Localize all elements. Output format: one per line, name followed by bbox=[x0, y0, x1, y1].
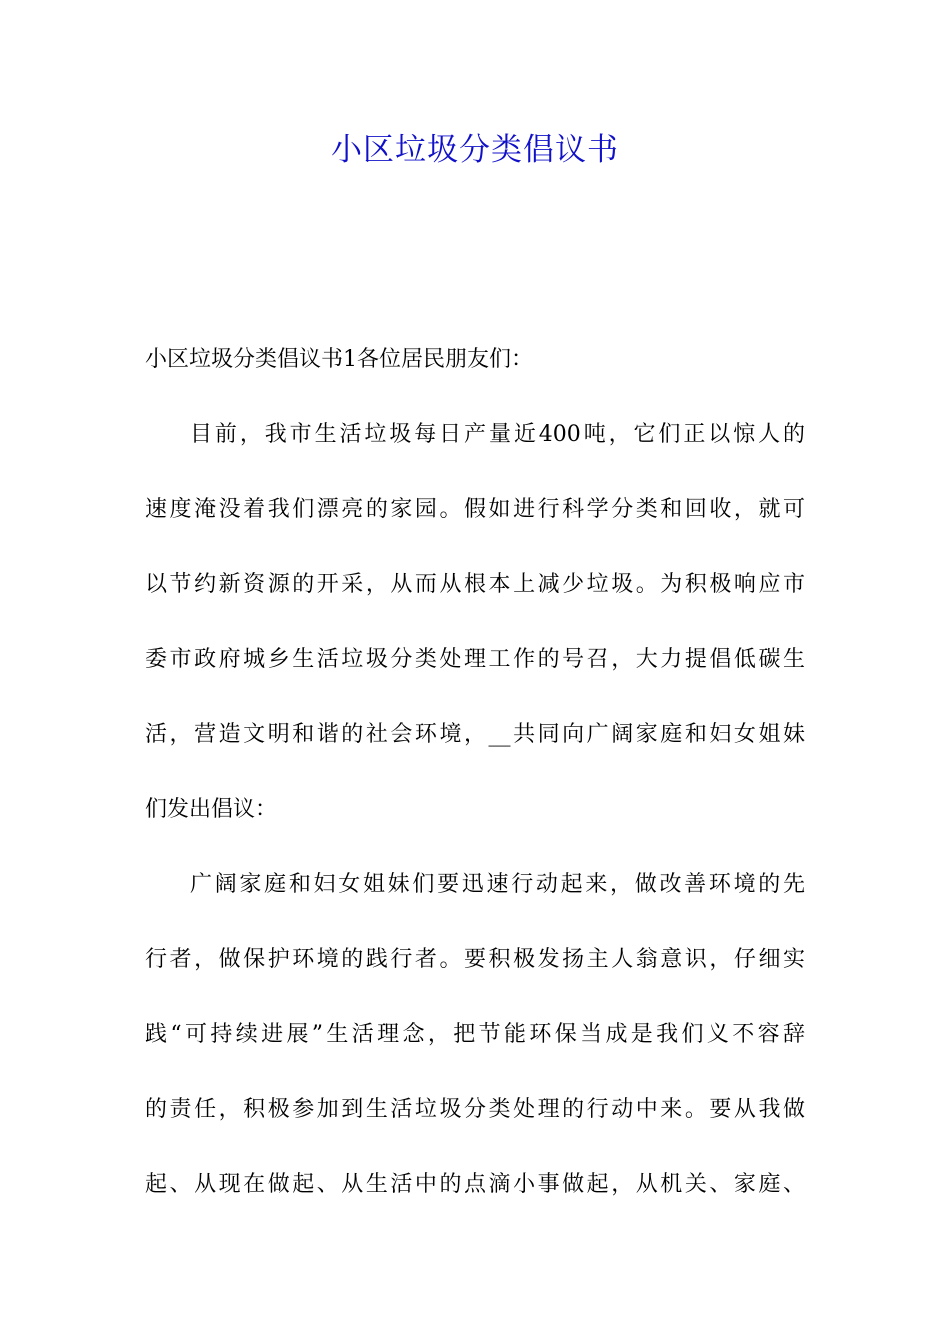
text-line: 广阔家庭和妇女姐妹们要迅速行动起来，做改善环境的先 bbox=[190, 872, 805, 897]
document-body bbox=[145, 338, 805, 1238]
text-line: 们发出倡议： bbox=[145, 797, 278, 822]
text-line: 委市政府城乡生活垃圾分类处理工作的号召，大力提倡低碳生 bbox=[145, 647, 805, 672]
text-line: 活，营造文明和谐的社会环境，__共同向广阔家庭和妇女姐妹 bbox=[145, 722, 805, 747]
document-title: 小区垃圾分类倡议书 bbox=[331, 132, 619, 168]
text-line: 行者，做保护环境的践行者。要积极发扬主人翁意识，仔细实 bbox=[145, 947, 805, 972]
text-line: 小区垃圾分类倡议书1各位居民朋友们： bbox=[145, 347, 533, 372]
text-line: 起、从现在做起、从生活中的点滴小事做起，从机关、家庭、 bbox=[145, 1172, 805, 1197]
text-line: 践“可持续进展”生活理念，把节能环保当成是我们义不容辞 bbox=[145, 1022, 805, 1047]
text-line: 的责任，积极参加到生活垃圾分类处理的行动中来。要从我做 bbox=[145, 1097, 805, 1122]
text-line: 以节约新资源的开采，从而从根本上减少垃圾。为积极响应市 bbox=[145, 572, 805, 597]
text-line: 速度淹没着我们漂亮的家园。假如进行科学分类和回收，就可 bbox=[145, 497, 805, 522]
text-line: 目前，我市生活垃圾每日产量近400吨，它们正以惊人的 bbox=[190, 422, 805, 447]
